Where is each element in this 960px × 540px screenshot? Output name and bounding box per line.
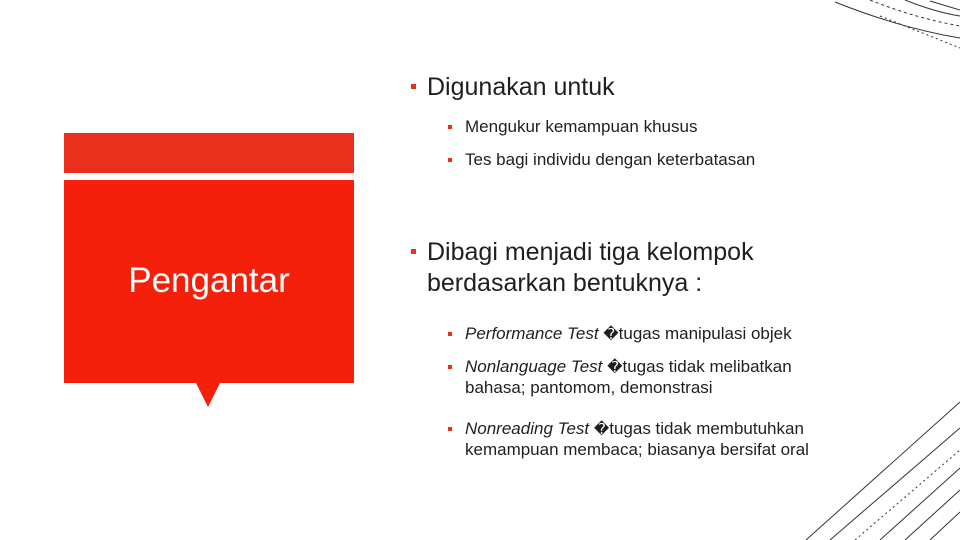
group-item-nonreading: [465, 418, 809, 461]
groups-heading-line-2: berdasarkan bentuknya :: [427, 269, 703, 298]
group-term: Nonreading Test: [465, 419, 590, 438]
group-desc-continued: bahasa; pantomom, demonstrasi: [465, 378, 713, 398]
groups-heading-line-1: Dibagi menjadi tiga kelompok: [427, 238, 754, 266]
group-item-nonlanguage: [465, 356, 792, 399]
panel-pointer-arrow: [196, 383, 220, 407]
bullet-use-item-2: Tes bagi individu dengan keterbatasan: [465, 150, 756, 169]
group-desc-continued: kemampuan membaca; biasanya bersifat oral: [465, 440, 809, 460]
group-term: Nonlanguage Test: [465, 357, 603, 376]
accent-band: [64, 133, 354, 173]
group-term: Performance Test: [465, 324, 599, 343]
bullet-use-item-1: Mengukur kemampuan khusus: [465, 117, 698, 136]
bullet-groups-heading: [427, 237, 754, 300]
group-desc: tugas tidak membutuhkan: [609, 419, 804, 438]
group-item-performance: [465, 323, 792, 344]
bullet-use-heading: Digunakan untuk: [427, 72, 615, 103]
slide-title: Pengantar: [128, 261, 290, 300]
arrow-glyph-icon: �: [607, 358, 623, 376]
arrow-glyph-icon: �: [593, 420, 610, 438]
group-desc: tugas manipulasi objek: [618, 324, 792, 343]
group-desc: tugas tidak melibatkan: [622, 357, 792, 376]
arrow-glyph-icon: �: [603, 325, 619, 343]
